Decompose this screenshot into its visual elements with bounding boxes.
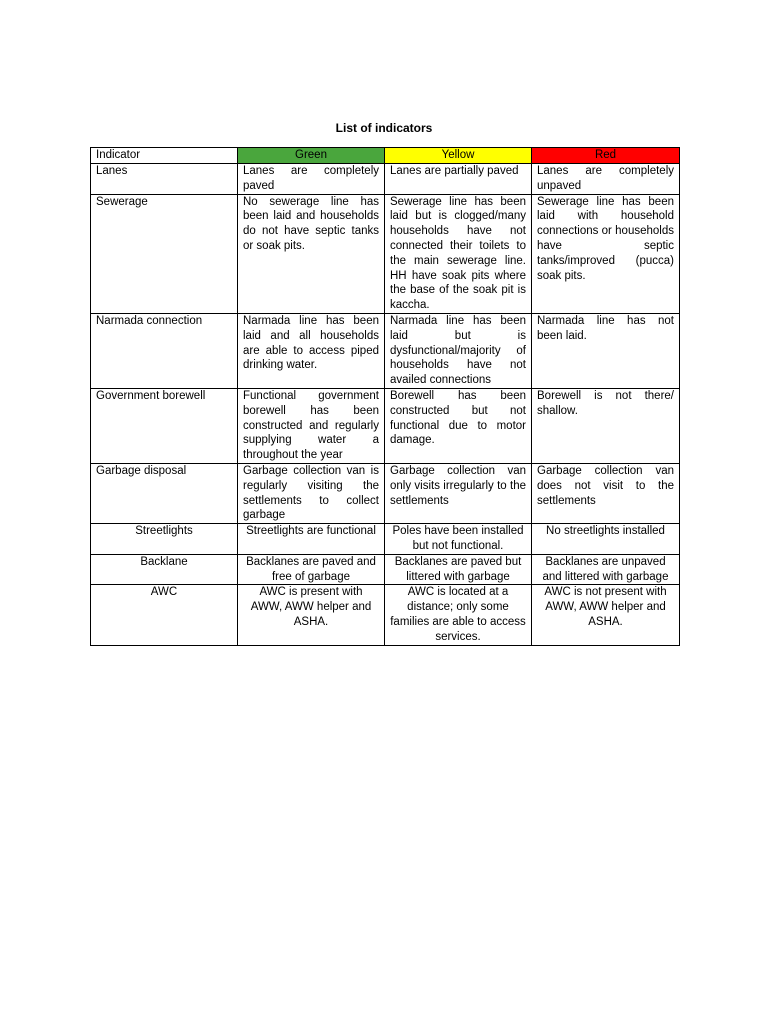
- row-indicator-cell: Backlane: [91, 554, 238, 585]
- row-red-cell: Narmada line has not been laid.: [532, 313, 680, 388]
- document-title: List of indicators: [335, 121, 433, 135]
- header-red: Red: [532, 148, 680, 164]
- row-green-cell: Garbage collection van is regularly visiting the settlements to collect garbage: [238, 463, 385, 523]
- row-yellow-cell: Borewell has been constructed but not functional due to motor damage.: [385, 388, 532, 463]
- row-indicator-cell: Government borewell: [91, 388, 238, 463]
- header-indicator: Indicator: [91, 148, 238, 164]
- row-indicator-cell: AWC: [91, 585, 238, 645]
- row-red-cell: Lanes are completely unpaved: [532, 164, 680, 195]
- row-yellow-cell: Poles have been installed but not functional.: [385, 524, 532, 555]
- indicators-table: [90, 147, 680, 646]
- header-green: Green: [238, 148, 385, 164]
- row-indicator-cell: Lanes: [91, 164, 238, 195]
- row-yellow-cell: Garbage collection van only visits irregularly to the settlements: [385, 463, 532, 523]
- table-row: [91, 463, 680, 523]
- table-row: [91, 585, 680, 645]
- table-row: [91, 554, 680, 585]
- row-yellow-cell: Lanes are partially paved: [385, 164, 532, 195]
- row-yellow-cell: Sewerage line has been laid but is clogged/many households have not connected their toilets to the main sewerage line. HH have soak pits where the base of the soak pit is kaccha.: [385, 194, 532, 313]
- table-row: [91, 388, 680, 463]
- row-yellow-cell: Narmada line has been laid but is dysfunctional/majority of households have not availed connections: [385, 313, 532, 388]
- row-green-cell: Backlanes are paved and free of garbage: [238, 554, 385, 585]
- row-green-cell: No sewerage line has been laid and households do not have septic tanks or soak pits.: [238, 194, 385, 313]
- row-red-cell: Backlanes are unpaved and littered with garbage: [532, 554, 680, 585]
- row-red-cell: No streetlights installed: [532, 524, 680, 555]
- table-row: [91, 524, 680, 555]
- row-green-cell: Functional government borewell has been constructed and regularly supplying water a throughout the year: [238, 388, 385, 463]
- row-red-cell: Sewerage line has been laid with household connections or households have septic tanks/improved (pucca) soak pits.: [532, 194, 680, 313]
- row-green-cell: Narmada line has been laid and all households are able to access piped drinking water.: [238, 313, 385, 388]
- row-green-cell: AWC is present with AWW, AWW helper and ASHA.: [238, 585, 385, 645]
- row-indicator-cell: Streetlights: [91, 524, 238, 555]
- row-indicator-cell: Narmada connection: [91, 313, 238, 388]
- table-header-row: [91, 148, 680, 164]
- row-red-cell: Garbage collection van does not visit to the settlements: [532, 463, 680, 523]
- row-red-cell: AWC is not present with AWW, AWW helper and ASHA.: [532, 585, 680, 645]
- row-green-cell: Streetlights are functional: [238, 524, 385, 555]
- row-red-cell: Borewell is not there/ shallow.: [532, 388, 680, 463]
- row-green-cell: Lanes are completely paved: [238, 164, 385, 195]
- row-indicator-cell: Sewerage: [91, 194, 238, 313]
- header-yellow: Yellow: [385, 148, 532, 164]
- table-row: [91, 313, 680, 388]
- row-yellow-cell: AWC is located at a distance; only some families are able to access services.: [385, 585, 532, 645]
- table-row: [91, 164, 680, 195]
- row-indicator-cell: Garbage disposal: [91, 463, 238, 523]
- table-row: [91, 194, 680, 313]
- row-yellow-cell: Backlanes are paved but littered with garbage: [385, 554, 532, 585]
